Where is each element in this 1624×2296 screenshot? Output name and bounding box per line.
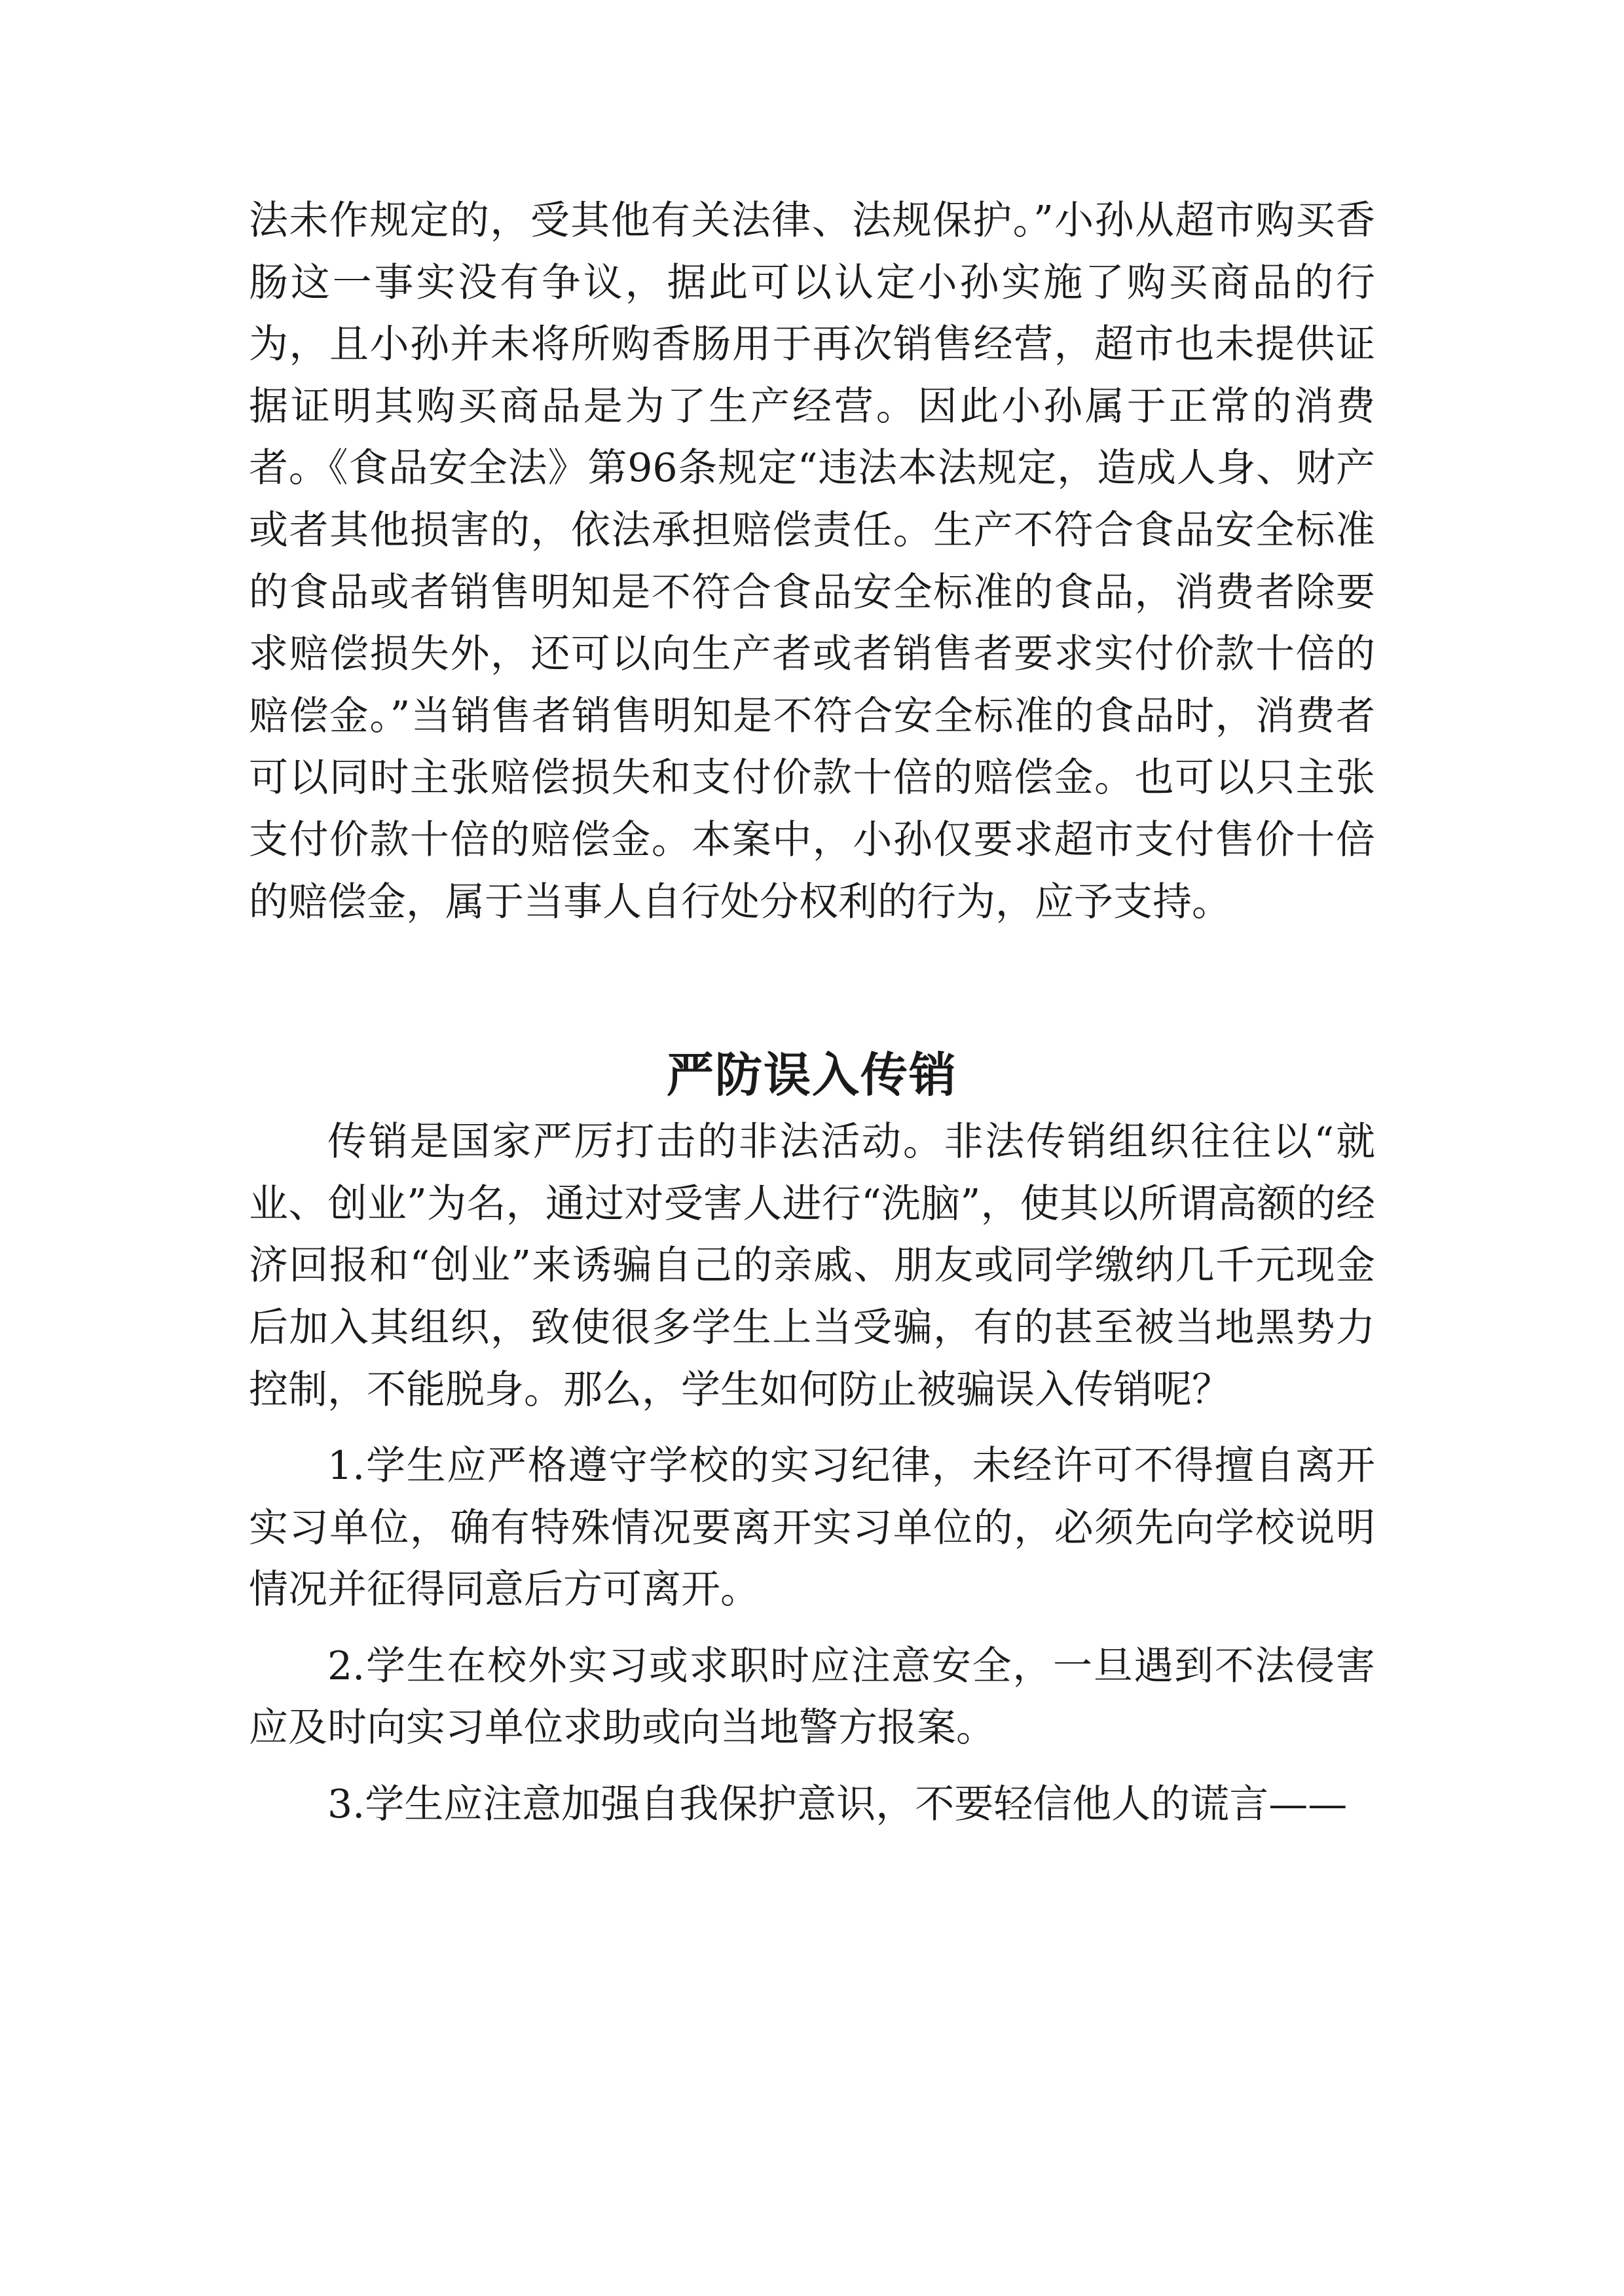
list-item-1: 1.学生应严格遵守学校的实习纪律，未经许可不得擅自离开实习单位，确有特殊情况要离开实习单位的，必须先向学校说明情况并征得同意后方可离开。 bbox=[249, 1443, 1375, 1613]
document-page bbox=[249, 190, 1375, 1836]
section-spacer bbox=[249, 933, 1375, 993]
list-item-3: 3.学生应注意加强自我保护意识，不要轻信他人的谎言—— bbox=[327, 1781, 1348, 1828]
intro-paragraph: 法未作规定的，受其他有关法律、法规保护。”小孙从超市购买香肠这一事实没有争议，据此可以认定小孙实施了购买商品的行为，且小孙并未将所购香肠用于再次销售经营，超市也未提供证据证明其购买商品是为了生产经营。因此小孙属于正常的消费者。《食品安全法》第96条规定“违法本法规定，造成人身、财产或者其他损害的，依法承担赔偿责任。生产不符合食品安全标准的食品或者销售明知是不符合食品安全标准的食品，消费者除要求赔偿损失外，还可以向生产者或者销售者要求实付价款十倍的赔偿金。”当销售者销售明知是不符合安全标准的食品时，消费者可以同时主张赔偿损失和支付价款十倍的赔偿金。也可以只主张支付价款十倍的赔偿金。本案中，小孙仅要求超市支付售价十倍的赔偿金，属于当事人自行处分权利的行为，应予支持。 bbox=[249, 198, 1375, 925]
section-intro-paragraph: 传销是国家严厉打击的非法活动。非法传销组织往往以“就业、创业”为名，通过对受害人进行“洗脑”，使其以所谓高额的经济回报和“创业”来诱骗自己的亲戚、朋友或同学缴纳几千元现金后加入其组织，致使很多学生上当受骗，有的甚至被当地黑势力控制，不能脱身。那么，学生如何防止被骗误入传销呢？ bbox=[249, 1119, 1375, 1413]
list-item-2: 2.学生在校外实习或求职时应注意安全，一旦遇到不法侵害应及时向实习单位求助或向当地警方报案。 bbox=[249, 1643, 1375, 1751]
section-title: 严防误入传销 bbox=[666, 1048, 957, 1103]
